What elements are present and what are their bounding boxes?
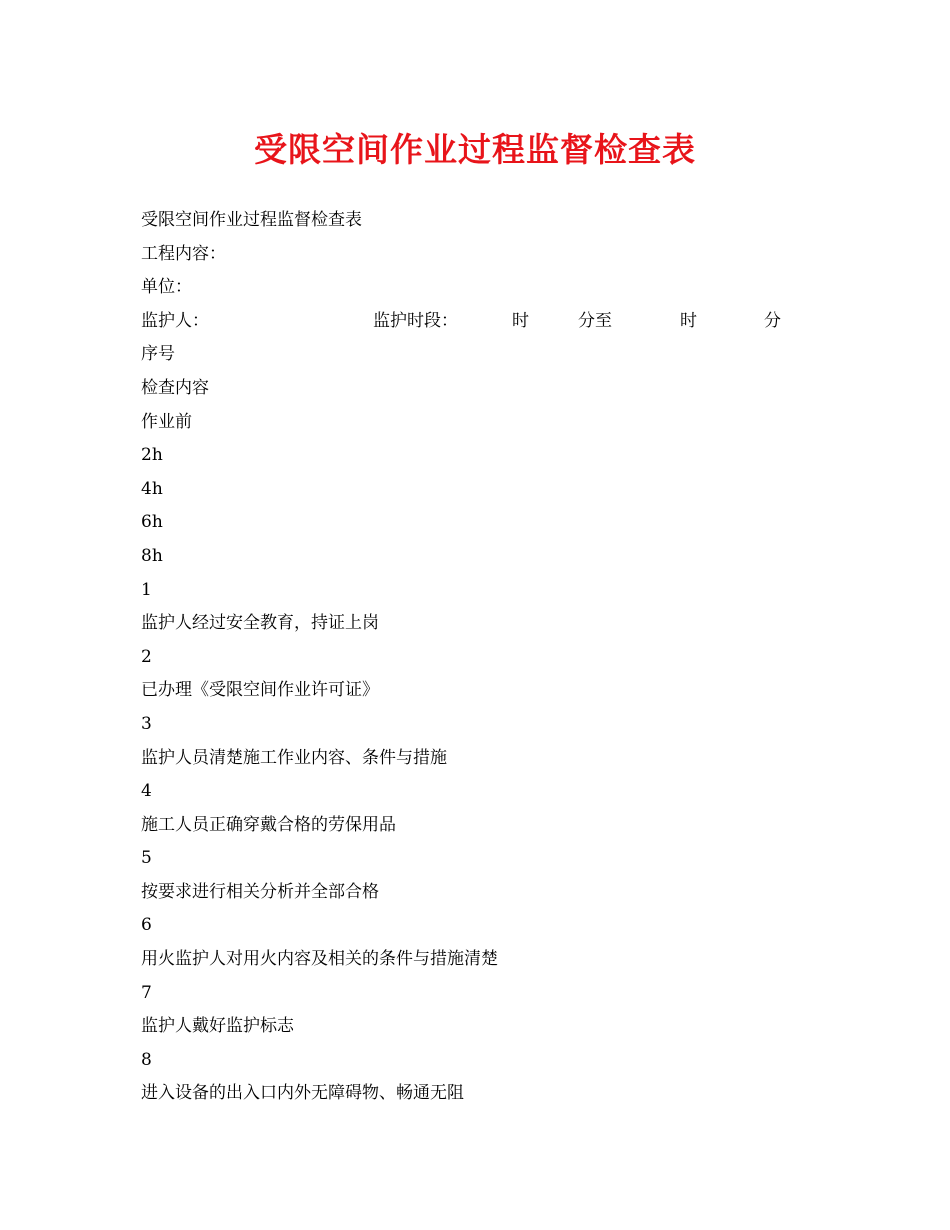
item-text: 施工人员正确穿戴合格的劳保用品 — [141, 814, 396, 835]
header-before-work: 作业前 — [141, 411, 192, 432]
supervisor-row — [141, 305, 821, 339]
supervisor-label: 监护人： — [141, 310, 209, 331]
item-text: 按要求进行相关分析并全部合格 — [141, 881, 379, 902]
item-number: 4 — [141, 781, 152, 802]
minute-label-end: 分 — [764, 310, 781, 331]
header-seq: 序号 — [141, 344, 175, 365]
header-content: 检查内容 — [141, 377, 209, 398]
hour-label-start: 时 — [512, 310, 529, 331]
header-4h: 4h — [141, 478, 163, 499]
document-body — [141, 204, 821, 1111]
item-text: 监护人戴好监护标志 — [141, 1016, 294, 1037]
item-number: 8 — [141, 1049, 152, 1070]
item-number: 3 — [141, 713, 152, 734]
document-subtitle: 受限空间作业过程监督检查表 — [141, 210, 362, 230]
minute-to-label: 分至 — [578, 310, 612, 331]
item-number: 5 — [141, 848, 152, 869]
item-text: 进入设备的出入口内外无障碍物、畅通无阻 — [141, 1083, 464, 1104]
item-text: 用火监护人对用火内容及相关的条件与措施清楚 — [141, 949, 498, 970]
unit-field — [141, 271, 821, 305]
document-title: 受限空间作业过程监督检查表 — [254, 130, 696, 169]
item-number: 1 — [141, 579, 152, 600]
header-8h: 8h — [141, 545, 163, 566]
item-number: 2 — [141, 646, 152, 667]
hour-label-end: 时 — [680, 310, 697, 331]
project-content-label: 工程内容： — [141, 243, 226, 264]
item-text: 监护人经过安全教育，持证上岗 — [141, 613, 379, 634]
item-number: 7 — [141, 982, 152, 1003]
project-content-field — [141, 238, 821, 272]
header-6h: 6h — [141, 512, 163, 533]
item-number: 6 — [141, 915, 152, 936]
header-2h: 2h — [141, 445, 163, 466]
unit-label: 单位： — [141, 277, 192, 298]
item-text: 监护人员清楚施工作业内容、条件与措施 — [141, 747, 447, 768]
item-text: 已办理《受限空间作业许可证》 — [141, 680, 379, 701]
period-label: 监护时段： — [373, 310, 458, 331]
